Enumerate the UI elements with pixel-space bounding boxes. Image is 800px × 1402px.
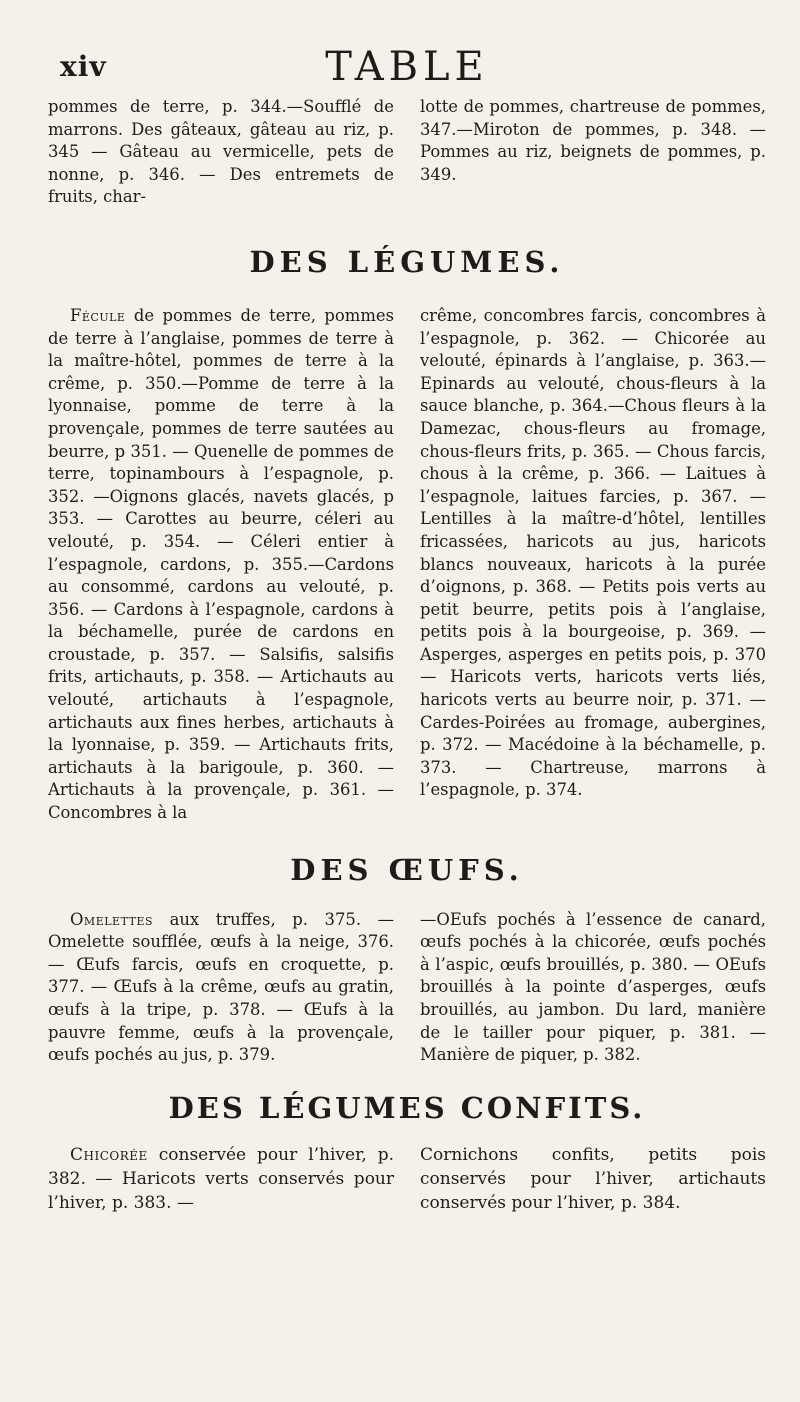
page-header [48,0,766,92]
legumes-left-body: de pommes de terre, pommes de terre à l’anglaise, pommes de terre à la maître-hôtel, pommes de terre à la crême, p. 350.—Pomme de terre à la lyonnaise, pomme de terre à la provençale, pommes de terre sautées au beurre, p 351. — Quenelle de pommes de terre, topinambours à l’espagnole, p. 352. —Oignons glacés, navets glacés, p 353. — Carottes au beurre, céleri au velouté, p. 354. — Céleri entier à l’espagnole, cardons, p. 355.—Cardons au consommé, cardons au velouté, p. 356. — Cardons à l’espagnole, cardons à la béchamelle, purée de cardons en croustade, p. 357. — Salsifis, salsifis frits, artichauts, p. 358. — Artichauts au velouté, artichauts à l’espagnole, artichauts aux fines herbes, artichauts à la lyonnaise, p. 359. — Artichauts frits, artichauts à la barigoule, p. 360. — Artichauts à la provençale, p. 361. — Concombres à la [48,305,394,823]
section-heading-legumes: DES LÉGUMES. [249,244,565,279]
legumes-left-text [48,305,394,825]
oeufs-columns [48,909,766,1067]
intro-left-column [48,96,394,209]
confits-left-body: conservée pour l’hiver, p. 382. — Haricots verts conservés pour l’hiver, p. 383. — [48,1144,394,1213]
legumes-left-column [48,305,394,825]
oeufs-right-text: —OEufs pochés à l’essence de canard, œufs pochés à la chicorée, œufs pochés à l’aspic, œufs brouillés, p. 380. — OEufs brouillés à la pointe d’asperges, œufs brouillés, au jambon. Du lard, manière de le tailler pour piquer, p. 381. — Manière de piquer, p. 382. [420,909,766,1065]
confits-columns [48,1143,766,1215]
section-heading-oeufs: DES ŒUFS. [290,852,524,887]
page-number: xiv [60,50,107,83]
section-heading-legumes-confits: DES LÉGUMES CONFITS. [168,1090,646,1125]
confits-right-text: Cornichons confits, petits pois conservés pour l’hiver, artichauts conservés pour l’hiver, p. 384. [420,1144,766,1213]
oeufs-lead-word: Omelettes [70,909,154,929]
legumes-columns [48,305,766,825]
intro-right-text: lotte de pommes, chartreuse de pommes, 347.—Miroton de pommes, p. 348. — Pommes au riz, beignets de pommes, p. 349. [420,97,766,184]
oeufs-left-body: aux truffes, p. 375. — Omelette soufflée, œufs à la neige, 376. — Œufs farcis, œufs en croquette, p. 377. — Œufs à la crême, œufs au gratin, œufs à la tripe, p. 378. — Œufs à la pauvre femme, œufs à la provençale, œufs pochés au jus, p. 379. [48,909,394,1065]
confits-left-text [48,1143,394,1215]
intro-left-text: pommes de terre, p. 344.—Soufflé de marrons. Des gâteaux, gâteau au riz, p. 345 — Gâteau au vermicelle, pets de nonne, p. 346. — Des entremets de fruits, char- [48,97,394,207]
confits-lead-word: Chicorée [70,1144,148,1165]
legumes-right-text: crême, concombres farcis, concombres à l’espagnole, p. 362. — Chicorée au velouté, épinards à l’anglaise, p. 363.—Epinards au velouté, chous-fleurs à la sauce blanche, p. 364.—Chous fleurs à la Damezac, chous-fleurs au fromage, chous-fleurs frits, p. 365. — Chous farcis, chous à la crême, p. 366. — Laitues à l’espagnole, laitues farcies, p. 367. — Lentilles à la maître-d’hôtel, lentilles fricassées, haricots au jus, haricots blancs nouveaux, haricots à la purée d’oignons, p. 368. — Petits pois verts au petit beurre, petits pois à l’anglaise, petits pois à la bourgeoise, p. 369. — Asperges, asperges en petits pois, p. 370 — Haricots verts, haricots verts liés, haricots verts au beurre noir, p. 371. — Cardes-Poirées au fromage, aubergines, p. 372. — Macédoine à la béchamelle, p. 373. — Chartreuse, marrons à l’espagnole, p. 374. [420,305,766,800]
running-title: TABLE [325,44,489,90]
intro-right-column [420,96,766,209]
oeufs-left-column [48,909,394,1067]
confits-left-column [48,1143,394,1215]
legumes-right-column [420,305,766,825]
oeufs-right-column [420,909,766,1067]
intro-columns [48,96,766,209]
oeufs-left-text [48,909,394,1067]
legumes-lead-word: Fécule [70,305,126,325]
confits-right-column [420,1143,766,1215]
